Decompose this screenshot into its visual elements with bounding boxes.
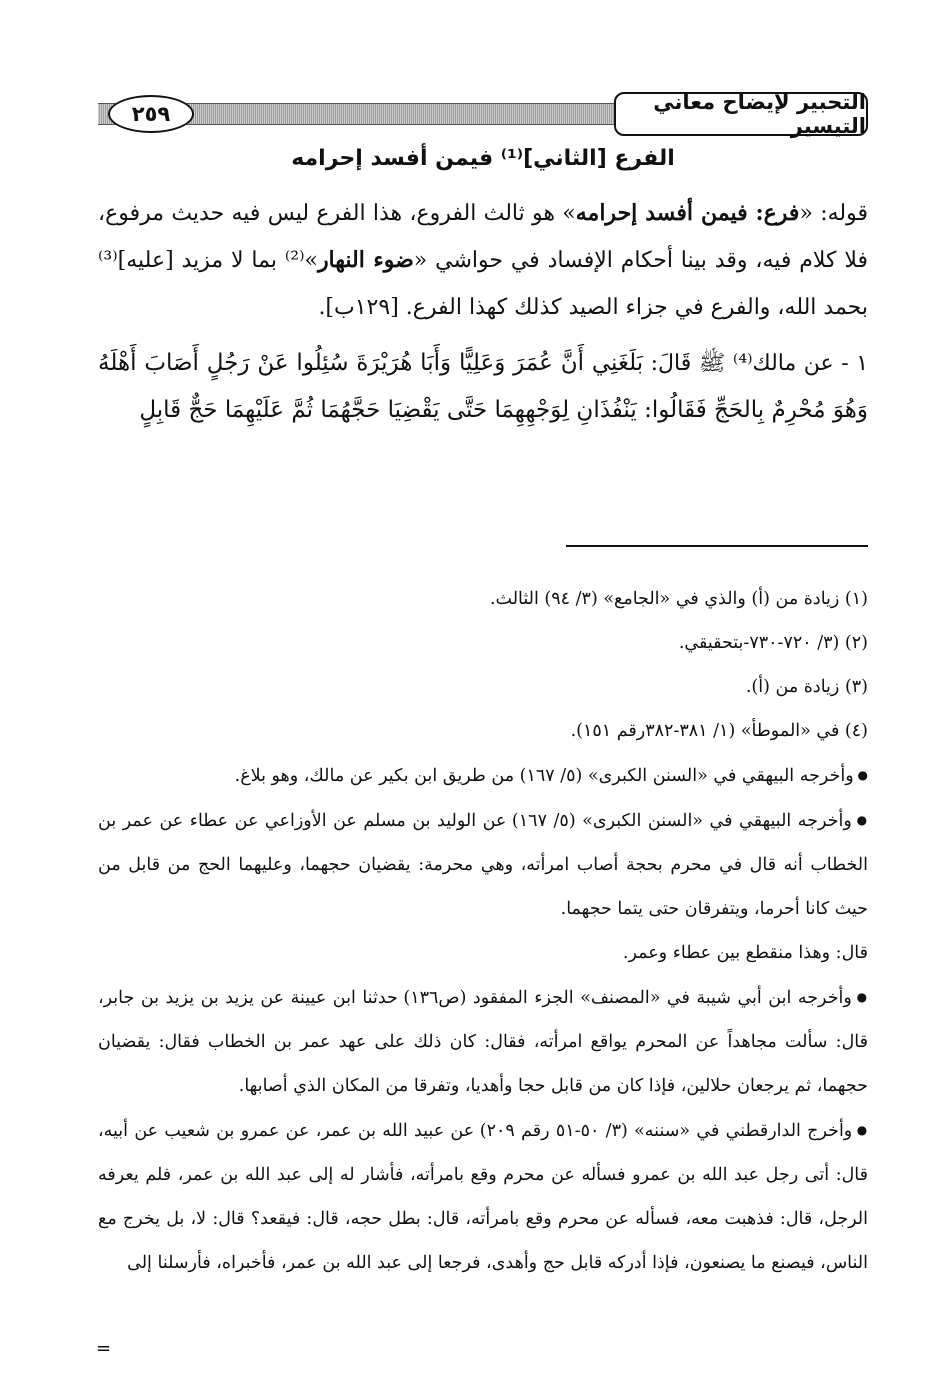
continuation-mark: =	[96, 1338, 112, 1359]
text-run: »⁽²⁾ بما لا مزيد [عليه]⁽³⁾ بحمد الله، والفرع في جزاء الصيد كذلك كهذا الفرع. [١٢٩ب].	[98, 248, 868, 320]
hadith-text: بَلَغَنِي أَنَّ عُمَرَ وَعَلِيًّا وَأَبَا هُرَيْرَةَ سُئِلُوا عَنْ رَجُلٍ أَصَابَ أَهْلَهُ وَهُوَ مُحْرِمٌ بِالحَجِّ فَقَالُوا: يَنْفُذَانِ لِوَجْهِهِمَا حَتَّى يَقْضِيَا حَجَّهُمَا ثُمَّ عَلَيْهِمَا حَجٌّ قَابِلٍ	[98, 350, 868, 423]
commentary-paragraph	[98, 190, 868, 331]
hadith-prefix: ١ - عن مالك⁽⁴⁾ ﷺ قَالَ:	[643, 351, 869, 376]
footnote-bullet: ● وأخرجه ابن أبي شيبة في «المصنف» الجزء المفقود (ص١٣٦) حدثنا ابن عيينة عن يزيد بن يزيد بن جابر، قال: سألت مجاهداً عن المحرم يواقع امرأته، فقال: كان ذلك على عهد عمر بن الخطاب فقال: يقضيان حجهما، ثم يرجعان حلالين، فإذا كان من قابل حجا وأهديا، وتفرقا من المكان الذي أصابها.	[98, 975, 868, 1108]
footnote: (٢) (٣/ ٧٢٠-٧٣٠-بتحقيقي.	[678, 633, 868, 653]
footnote-bullet: ● وأخرجه البيهقي في «السنن الكبرى» (٥/ ١٦٧) عن الوليد بن مسلم عن الأوزاعي عن عطاء عن عمر بن الخطاب أنه قال في محرم بحجة أصاب امرأته، وهي محرمة: يقضيان حجهما، وعليهما الحج من قابل من حيث كانا أحرما، ويتفرقان حتى يتما حجهما.	[98, 798, 868, 931]
book-title: التحبير لإيضاح معاني التيسير	[614, 92, 868, 136]
text-run: قوله: «	[799, 201, 868, 226]
footnote-bullet: ● وأخرجه البيهقي في «السنن الكبرى» (٥/ ١٦٧) من طريق ابن بكير عن مالك، وهو بلاغ.	[98, 753, 868, 798]
hadith-paragraph	[98, 340, 868, 434]
footnotes	[98, 577, 868, 1285]
footnote: (٣) زيادة من (أ).	[745, 677, 868, 697]
footnote-note: قال: وهذا منقطع بين عطاء وعمر.	[622, 943, 868, 963]
running-header	[98, 92, 868, 136]
page-number: ٢٥٩	[108, 95, 194, 133]
footnote-separator	[566, 545, 868, 547]
footnote-bullet: ● وأخرج الدارقطني في «سننه» (٣/ ٥٠-٥١ رقم ٢٠٩) عن عبيد الله بن عمر، عن عمرو بن شعيب عن أبيه، قال: أتى رجل عبد الله بن عمرو فسأله عن محرم وقع بامرأته، فأشار له إلى عبد الله بن عمر، فلم يعرفه الرجل، قال: فذهبت معه، فسأله عن محرم وقع بامرأته، قال: بطل حجه، قال: فيقعد؟ قال: لا، بل يخرج مع الناس، فيصنع ما يصنعون، فإذا أدركه قابل حج وأهدى، فرجعا إلى عبد الله بن عمر، فأخبراه، فأرسلنا إلى	[98, 1108, 868, 1285]
footnote: (٤) في «الموطأ» (١/ ٣٨١-٣٨٢رقم ١٥١).	[570, 721, 868, 741]
bold-book-title: ضوء النهار	[317, 247, 414, 273]
bold-quote: فرع: فيمن أفسد إحرامه	[575, 200, 800, 226]
text-run: » هو ثالث الفروع، هذا الفرع ليس فيه حديث مرفوع، فلا كلام فيه، وقد بينا أحكام الإفساد في حواشي «	[98, 201, 868, 273]
footnote: (١) زيادة من (أ) والذي في «الجامع» (٣/ ٩٤) الثالث.	[489, 589, 868, 609]
section-title: الفرع [الثاني]⁽¹⁾ فيمن أفسد إحرامه	[291, 146, 675, 171]
